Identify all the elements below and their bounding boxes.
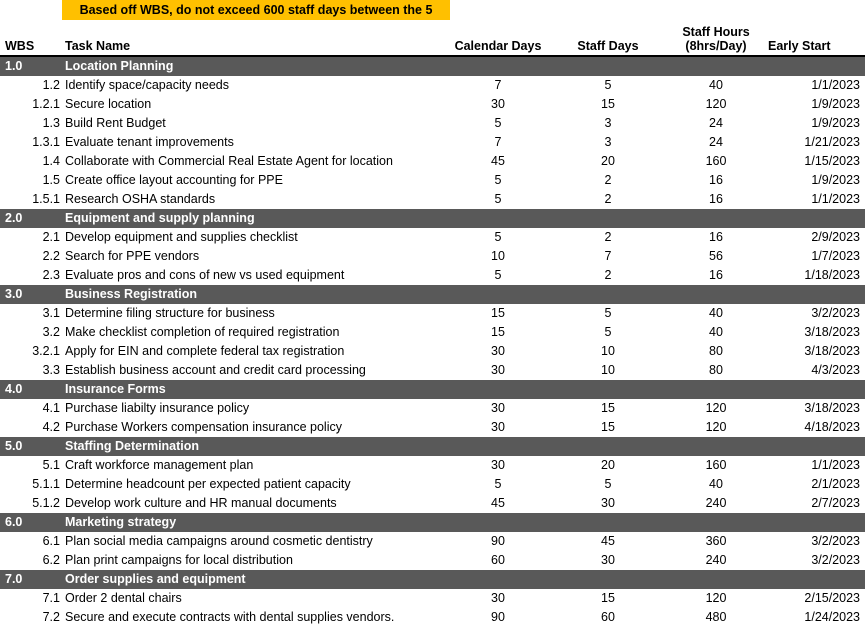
wbs-cell: 6.1 — [42, 534, 60, 548]
task-name-cell: Secure location — [65, 97, 152, 111]
table-row — [0, 399, 865, 418]
table-row — [0, 342, 865, 361]
staff-hours-cell: 480 — [705, 610, 727, 624]
header-wbs: WBS — [5, 39, 35, 53]
wbs-cell: 3.1 — [42, 306, 60, 320]
table-row — [0, 133, 865, 152]
table-row — [0, 76, 865, 95]
early-start-cell: 1/21/2023 — [804, 135, 860, 149]
section-title-cell: Marketing strategy — [65, 515, 177, 529]
staff-hours-cell: 24 — [709, 135, 723, 149]
task-name-cell: Evaluate tenant improvements — [65, 135, 234, 149]
staff-days-cell: 2 — [604, 173, 612, 187]
staff-days-cell: 3 — [604, 116, 612, 130]
staff-days-cell: 20 — [601, 458, 615, 472]
staff-days-cell: 45 — [601, 534, 615, 548]
task-name-cell: Develop equipment and supplies checklist — [65, 230, 298, 244]
staff-hours-cell: 24 — [709, 116, 723, 130]
staff-hours-cell: 160 — [705, 458, 727, 472]
wbs-cell: 4.1 — [42, 401, 60, 415]
header-staff-hours — [666, 25, 766, 53]
staff-hours-cell: 40 — [709, 325, 723, 339]
early-start-cell: 1/7/2023 — [811, 249, 860, 263]
section-row — [0, 285, 865, 304]
staff-hours-cell: 56 — [709, 249, 723, 263]
staff-days-cell: 10 — [601, 363, 615, 377]
table-row — [0, 247, 865, 266]
table-row — [0, 190, 865, 209]
wbs-cell: 7.1 — [42, 591, 60, 605]
early-start-cell: 2/1/2023 — [811, 477, 860, 491]
staff-days-cell: 30 — [601, 496, 615, 510]
staff-hours-cell: 40 — [709, 306, 723, 320]
task-name-cell: Identify space/capacity needs — [65, 78, 229, 92]
table-row — [0, 95, 865, 114]
task-name-cell: Purchase Workers compensation insurance policy — [65, 420, 342, 434]
table-row — [0, 494, 865, 513]
section-row — [0, 209, 865, 228]
early-start-cell: 1/18/2023 — [804, 268, 860, 282]
table-row — [0, 152, 865, 171]
task-name-cell: Make checklist completion of required registration — [65, 325, 340, 339]
task-name-cell: Secure and execute contracts with dental supplies vendors. — [65, 610, 395, 624]
table-row — [0, 551, 865, 570]
calendar-days-cell: 10 — [491, 249, 505, 263]
calendar-days-cell: 60 — [491, 553, 505, 567]
calendar-days-cell: 15 — [491, 325, 505, 339]
table-row — [0, 323, 865, 342]
staff-hours-cell: 16 — [709, 192, 723, 206]
wbs-cell: 7.2 — [42, 610, 60, 624]
calendar-days-cell: 30 — [491, 97, 505, 111]
calendar-days-cell: 30 — [491, 458, 505, 472]
calendar-days-cell: 90 — [491, 534, 505, 548]
early-start-cell: 3/18/2023 — [804, 344, 860, 358]
wbs-cell: 6.2 — [42, 553, 60, 567]
staff-hours-cell: 160 — [705, 154, 727, 168]
table-row — [0, 228, 865, 247]
section-wbs-cell: 5.0 — [5, 439, 23, 453]
section-title-cell: Insurance Forms — [65, 382, 166, 396]
calendar-days-cell: 30 — [491, 363, 505, 377]
section-title-cell: Staffing Determination — [65, 439, 200, 453]
staff-hours-cell: 120 — [705, 420, 727, 434]
wbs-cell: 1.5.1 — [32, 192, 60, 206]
staff-days-cell: 15 — [601, 401, 615, 415]
staff-hours-cell: 80 — [709, 363, 723, 377]
table-row — [0, 475, 865, 494]
table-row — [0, 589, 865, 608]
early-start-cell: 3/2/2023 — [811, 553, 860, 567]
wbs-cell: 3.3 — [42, 363, 60, 377]
task-name-cell: Build Rent Budget — [65, 116, 166, 130]
staff-days-cell: 15 — [601, 591, 615, 605]
section-title-cell: Order supplies and equipment — [65, 572, 246, 586]
staff-days-cell: 10 — [601, 344, 615, 358]
header-staff-hours-line2: (8hrs/Day) — [685, 39, 747, 53]
staff-hours-cell: 40 — [709, 477, 723, 491]
table-row — [0, 361, 865, 380]
section-wbs-cell: 3.0 — [5, 287, 23, 301]
staff-hours-cell: 80 — [709, 344, 723, 358]
staff-days-cell: 5 — [604, 78, 612, 92]
staff-days-cell: 2 — [604, 268, 612, 282]
wbs-cell: 2.2 — [42, 249, 60, 263]
calendar-days-cell: 5 — [494, 173, 502, 187]
calendar-days-cell: 30 — [491, 401, 505, 415]
table-row — [0, 266, 865, 285]
early-start-cell: 2/7/2023 — [811, 496, 860, 510]
calendar-days-cell: 5 — [494, 268, 502, 282]
task-name-cell: Search for PPE vendors — [65, 249, 200, 263]
calendar-days-cell: 30 — [491, 420, 505, 434]
staff-days-note: Based off WBS, do not exceed 600 staff days between the 5 — [62, 0, 450, 20]
staff-days-cell: 20 — [601, 154, 615, 168]
calendar-days-cell: 90 — [491, 610, 505, 624]
calendar-days-cell: 5 — [494, 192, 502, 206]
section-wbs-cell: 7.0 — [5, 572, 23, 586]
early-start-cell: 3/2/2023 — [811, 306, 860, 320]
calendar-days-cell: 15 — [491, 306, 505, 320]
staff-days-cell: 3 — [604, 135, 612, 149]
task-name-cell: Develop work culture and HR manual documents — [65, 496, 337, 510]
wbs-cell: 1.3.1 — [32, 135, 60, 149]
table-header — [0, 20, 865, 57]
task-name-cell: Order 2 dental chairs — [65, 591, 182, 605]
task-name-cell: Plan print campaigns for local distribution — [65, 553, 293, 567]
calendar-days-cell: 30 — [491, 591, 505, 605]
wbs-cell: 3.2 — [42, 325, 60, 339]
staff-hours-cell: 120 — [705, 591, 727, 605]
table-row — [0, 114, 865, 133]
section-wbs-cell: 4.0 — [5, 382, 23, 396]
calendar-days-cell: 45 — [491, 154, 505, 168]
early-start-cell: 1/1/2023 — [811, 192, 860, 206]
section-wbs-cell: 2.0 — [5, 211, 23, 225]
early-start-cell: 3/18/2023 — [804, 325, 860, 339]
section-row — [0, 570, 865, 589]
calendar-days-cell: 5 — [494, 230, 502, 244]
wbs-cell: 2.1 — [42, 230, 60, 244]
staff-days-cell: 5 — [604, 306, 612, 320]
section-title-cell: Location Planning — [65, 59, 174, 73]
section-title-cell: Equipment and supply planning — [65, 211, 255, 225]
early-start-cell: 1/9/2023 — [811, 116, 860, 130]
task-name-cell: Determine filing structure for business — [65, 306, 275, 320]
early-start-cell: 1/1/2023 — [811, 78, 860, 92]
wbs-table — [0, 20, 865, 627]
staff-hours-cell: 16 — [709, 173, 723, 187]
staff-hours-cell: 120 — [705, 97, 727, 111]
section-wbs-cell: 6.0 — [5, 515, 23, 529]
staff-days-cell: 2 — [604, 230, 612, 244]
task-name-cell: Create office layout accounting for PPE — [65, 173, 283, 187]
table-row — [0, 418, 865, 437]
task-name-cell: Research OSHA standards — [65, 192, 216, 206]
task-name-cell: Evaluate pros and cons of new vs used equipment — [65, 268, 345, 282]
table-row — [0, 608, 865, 627]
calendar-days-cell: 5 — [494, 116, 502, 130]
section-wbs-cell: 1.0 — [5, 59, 23, 73]
section-title-cell: Business Registration — [65, 287, 197, 301]
early-start-cell: 3/2/2023 — [811, 534, 860, 548]
early-start-cell: 3/18/2023 — [804, 401, 860, 415]
header-early-start: Early Start — [768, 39, 831, 53]
section-row — [0, 437, 865, 456]
staff-hours-cell: 16 — [709, 230, 723, 244]
staff-hours-cell: 360 — [705, 534, 727, 548]
staff-days-cell: 15 — [601, 420, 615, 434]
early-start-cell: 1/9/2023 — [811, 97, 860, 111]
wbs-cell: 4.2 — [42, 420, 60, 434]
staff-days-cell: 2 — [604, 192, 612, 206]
header-staff-days: Staff Days — [577, 39, 639, 53]
task-name-cell: Establish business account and credit card processing — [65, 363, 366, 377]
staff-hours-cell: 40 — [709, 78, 723, 92]
wbs-cell: 5.1.2 — [32, 496, 60, 510]
task-name-cell: Plan social media campaigns around cosmetic dentistry — [65, 534, 373, 548]
task-name-cell: Determine headcount per expected patient capacity — [65, 477, 351, 491]
task-name-cell: Collaborate with Commercial Real Estate Agent for location — [65, 154, 393, 168]
calendar-days-cell: 7 — [494, 78, 502, 92]
header-staff-hours-line1: Staff Hours — [682, 25, 750, 39]
staff-days-cell: 5 — [604, 477, 612, 491]
calendar-days-cell: 30 — [491, 344, 505, 358]
staff-days-cell: 5 — [604, 325, 612, 339]
staff-days-cell: 30 — [601, 553, 615, 567]
table-row — [0, 532, 865, 551]
early-start-cell: 2/15/2023 — [804, 591, 860, 605]
task-name-cell: Craft workforce management plan — [65, 458, 254, 472]
early-start-cell: 2/9/2023 — [811, 230, 860, 244]
table-row — [0, 456, 865, 475]
staff-days-cell: 7 — [604, 249, 612, 263]
staff-hours-cell: 120 — [705, 401, 727, 415]
early-start-cell: 4/18/2023 — [804, 420, 860, 434]
wbs-cell: 1.4 — [42, 154, 60, 168]
wbs-cell: 2.3 — [42, 268, 60, 282]
early-start-cell: 4/3/2023 — [811, 363, 860, 377]
calendar-days-cell: 5 — [494, 477, 502, 491]
wbs-cell: 1.2.1 — [32, 97, 60, 111]
task-name-cell: Apply for EIN and complete federal tax registration — [65, 344, 345, 358]
header-calendar-days: Calendar Days — [454, 39, 542, 53]
staff-days-cell: 15 — [601, 97, 615, 111]
staff-hours-cell: 240 — [705, 496, 727, 510]
task-name-cell: Purchase liabilty insurance policy — [65, 401, 250, 415]
table-body — [0, 57, 865, 627]
early-start-cell: 1/15/2023 — [804, 154, 860, 168]
wbs-cell: 5.1.1 — [32, 477, 60, 491]
table-row — [0, 171, 865, 190]
calendar-days-cell: 7 — [494, 135, 502, 149]
wbs-cell: 1.2 — [42, 78, 60, 92]
header-task-name: Task Name — [65, 39, 131, 53]
section-row — [0, 380, 865, 399]
early-start-cell: 1/24/2023 — [804, 610, 860, 624]
calendar-days-cell: 45 — [491, 496, 505, 510]
staff-hours-cell: 16 — [709, 268, 723, 282]
wbs-cell: 5.1 — [42, 458, 60, 472]
staff-hours-cell: 240 — [705, 553, 727, 567]
table-row — [0, 304, 865, 323]
early-start-cell: 1/1/2023 — [811, 458, 860, 472]
wbs-cell: 1.3 — [42, 116, 60, 130]
section-row — [0, 513, 865, 532]
early-start-cell: 1/9/2023 — [811, 173, 860, 187]
section-row — [0, 57, 865, 76]
staff-days-cell: 60 — [601, 610, 615, 624]
wbs-cell: 3.2.1 — [32, 344, 60, 358]
wbs-cell: 1.5 — [42, 173, 60, 187]
